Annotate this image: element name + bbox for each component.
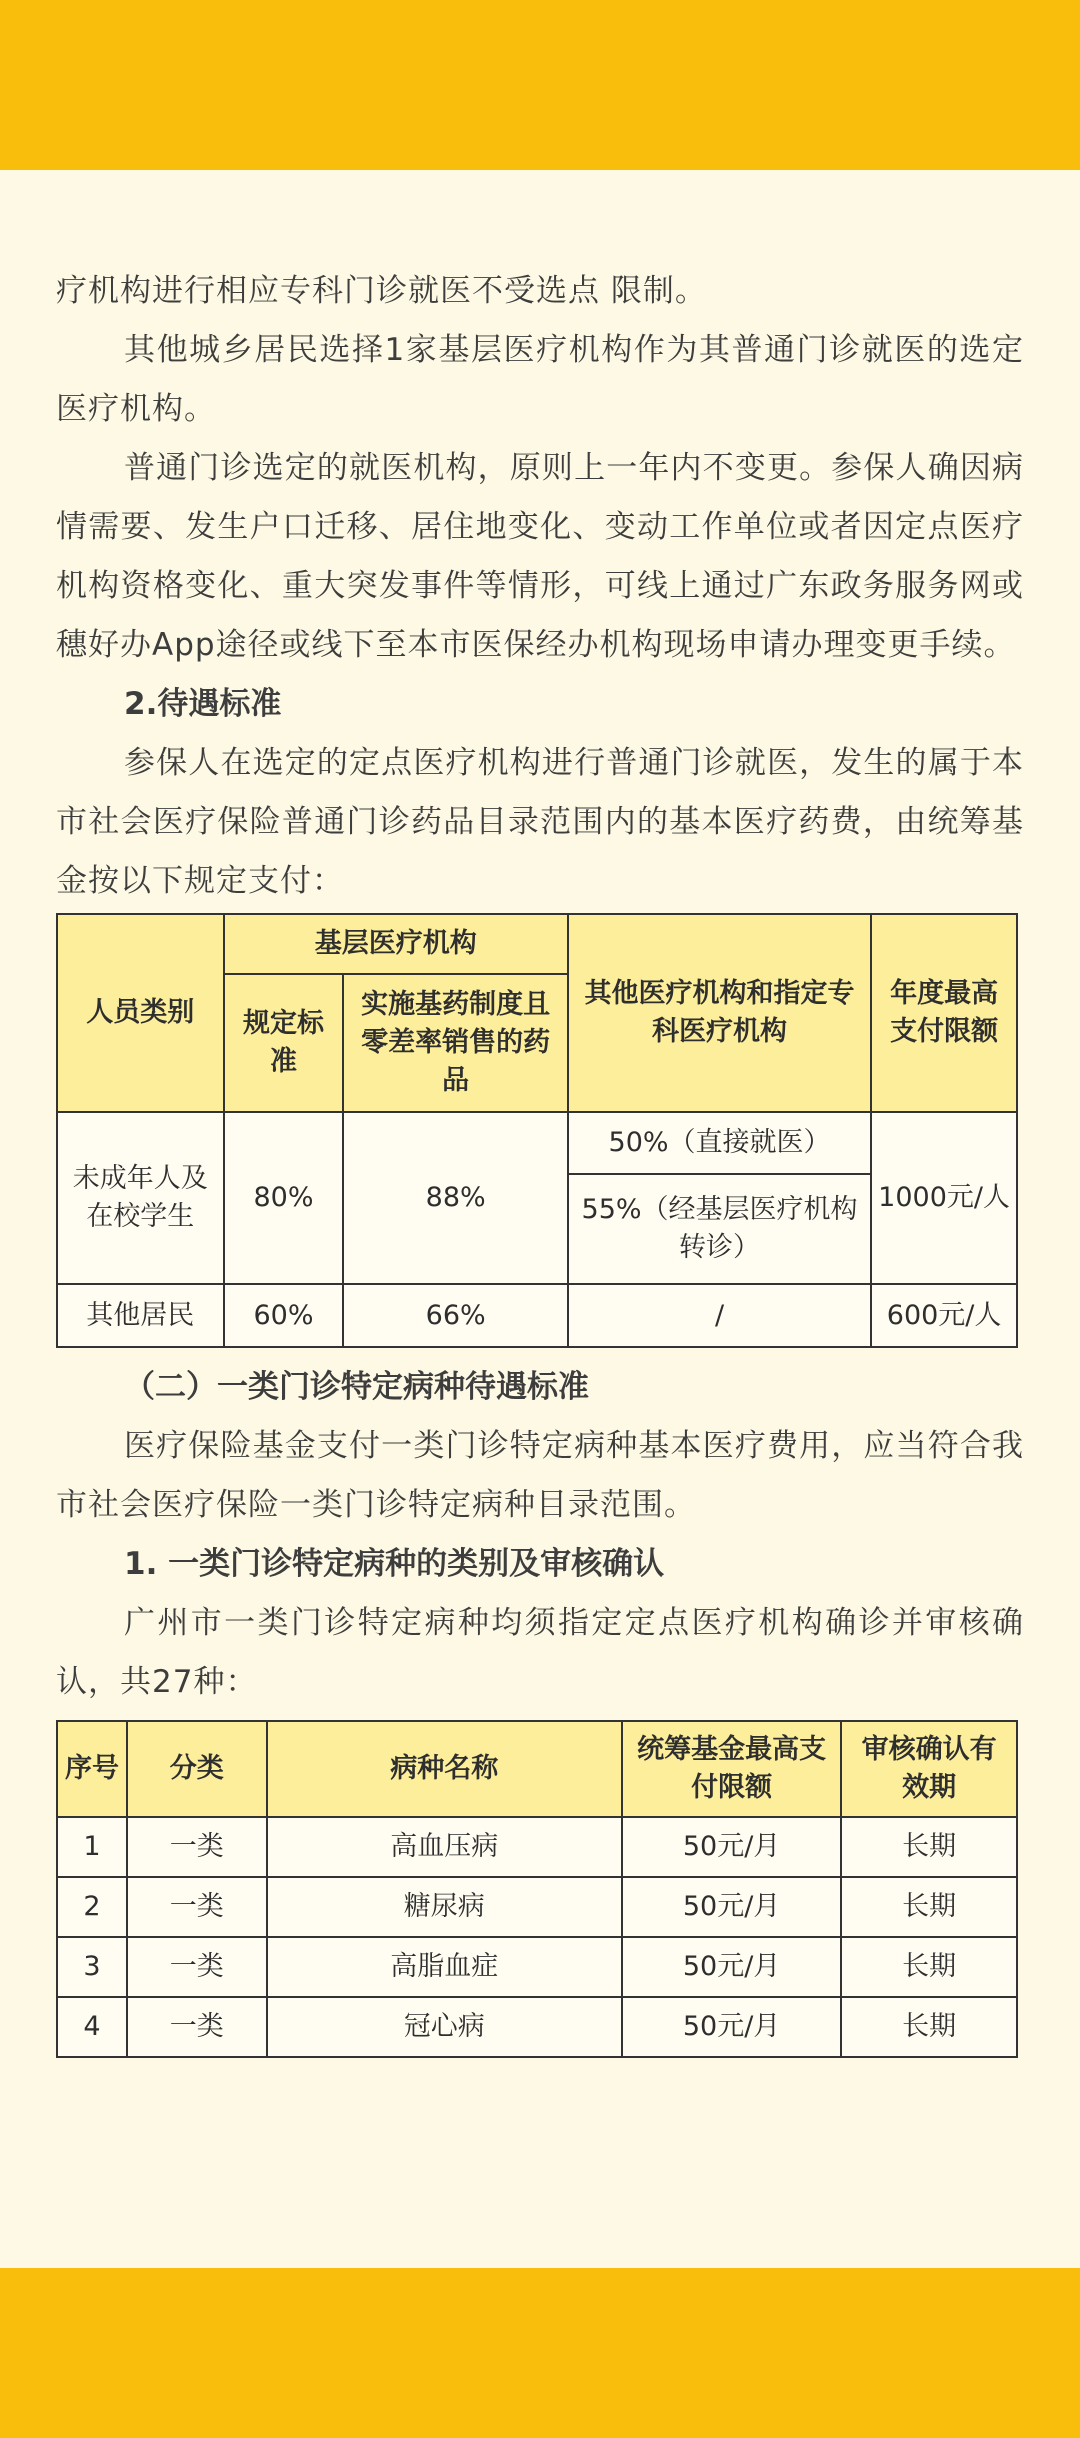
cell-limit: 50元/月 xyxy=(622,1937,842,1997)
table-row xyxy=(57,1997,1017,2057)
cell-disease: 高血压病 xyxy=(267,1817,622,1877)
bottom-banner xyxy=(0,2268,1080,2438)
paragraph-5: 医疗保险基金支付一类门诊特定病种基本医疗费用，应当符合我市社会医疗保险一类门诊特定病种目录范围。 xyxy=(56,1428,1024,1523)
row-others-other: / xyxy=(568,1284,871,1347)
top-banner xyxy=(0,0,1080,170)
row-minors-other-direct: 50%（直接就医） xyxy=(568,1112,871,1174)
treatment-standard-table xyxy=(56,913,1018,1348)
header-category: 分类 xyxy=(127,1721,267,1817)
header-annual-limit: 年度最高支付限额 xyxy=(871,914,1017,1112)
paragraph-6: 广州市一类门诊特定病种均须指定定点医疗机构确诊并审核确认，共27种： xyxy=(56,1605,1024,1700)
header-other-institution: 其他医疗机构和指定专科医疗机构 xyxy=(568,914,871,1112)
cell-seq: 4 xyxy=(57,1997,127,2057)
header-fund-limit: 统筹基金最高支付限额 xyxy=(622,1721,842,1817)
disease-list-table xyxy=(56,1720,1018,2058)
cell-validity: 长期 xyxy=(841,1817,1017,1877)
paragraph-4: 参保人在选定的定点医疗机构进行普通门诊就医，发生的属于本市社会医疗保险普通门诊药品目录范围内的基本医疗药费，由统筹基金按以下规定支付： xyxy=(56,745,1024,899)
row-others-limit: 600元/人 xyxy=(871,1284,1017,1347)
row-minors-essential: 88% xyxy=(343,1112,568,1284)
cell-validity: 长期 xyxy=(841,1997,1017,2057)
row-minors-standard: 80% xyxy=(224,1112,344,1284)
section-heading-treatment: 2.待遇标准 xyxy=(124,686,282,722)
header-person-type: 人员类别 xyxy=(57,914,224,1112)
cell-category: 一类 xyxy=(127,1877,267,1937)
cell-limit: 50元/月 xyxy=(622,1997,842,2057)
cell-category: 一类 xyxy=(127,1817,267,1877)
article-body xyxy=(56,262,1024,2066)
header-disease-name: 病种名称 xyxy=(267,1721,622,1817)
cell-limit: 50元/月 xyxy=(622,1817,842,1877)
paragraph-1: 疗机构进行相应专科门诊就医不受选点 限制。 xyxy=(56,273,707,309)
header-standard: 规定标准 xyxy=(224,974,344,1112)
row-minors-label: 未成年人及在校学生 xyxy=(57,1112,224,1284)
header-validity: 审核确认有效期 xyxy=(841,1721,1017,1817)
cell-seq: 2 xyxy=(57,1877,127,1937)
paragraph-2: 其他城乡居民选择1家基层医疗机构作为其普通门诊就医的选定医疗机构。 xyxy=(56,332,1024,427)
paragraph-3: 普通门诊选定的就医机构，原则上一年内不变更。参保人确因病情需要、发生户口迁移、居住地变化、变动工作单位或者因定点医疗机构资格变化、重大突发事件等情形，可线上通过广东政务服务网或穗好办App途径或线下至本市医保经办机构现场申请办理变更手续。 xyxy=(56,450,1024,663)
cell-validity: 长期 xyxy=(841,1877,1017,1937)
header-essential-drugs: 实施基药制度且零差率销售的药品 xyxy=(343,974,568,1112)
table-row xyxy=(57,1877,1017,1937)
cell-seq: 3 xyxy=(57,1937,127,1997)
header-seq: 序号 xyxy=(57,1721,127,1817)
row-others-standard: 60% xyxy=(224,1284,344,1347)
cell-seq: 1 xyxy=(57,1817,127,1877)
row-others-essential: 66% xyxy=(343,1284,568,1347)
section-heading-category: 1. 一类门诊特定病种的类别及审核确认 xyxy=(124,1546,665,1582)
section-heading-special-disease: （二）一类门诊特定病种待遇标准 xyxy=(124,1369,589,1405)
table-row xyxy=(57,1937,1017,1997)
cell-category: 一类 xyxy=(127,1937,267,1997)
table-row xyxy=(57,1817,1017,1877)
cell-disease: 糖尿病 xyxy=(267,1877,622,1937)
cell-validity: 长期 xyxy=(841,1937,1017,1997)
row-minors-limit: 1000元/人 xyxy=(871,1112,1017,1284)
cell-limit: 50元/月 xyxy=(622,1877,842,1937)
row-minors-other-referral: 55%（经基层医疗机构转诊） xyxy=(568,1174,871,1284)
cell-category: 一类 xyxy=(127,1997,267,2057)
cell-disease: 高脂血症 xyxy=(267,1937,622,1997)
row-others-label: 其他居民 xyxy=(57,1284,224,1347)
header-basic-institution: 基层医疗机构 xyxy=(224,914,568,974)
cell-disease: 冠心病 xyxy=(267,1997,622,2057)
